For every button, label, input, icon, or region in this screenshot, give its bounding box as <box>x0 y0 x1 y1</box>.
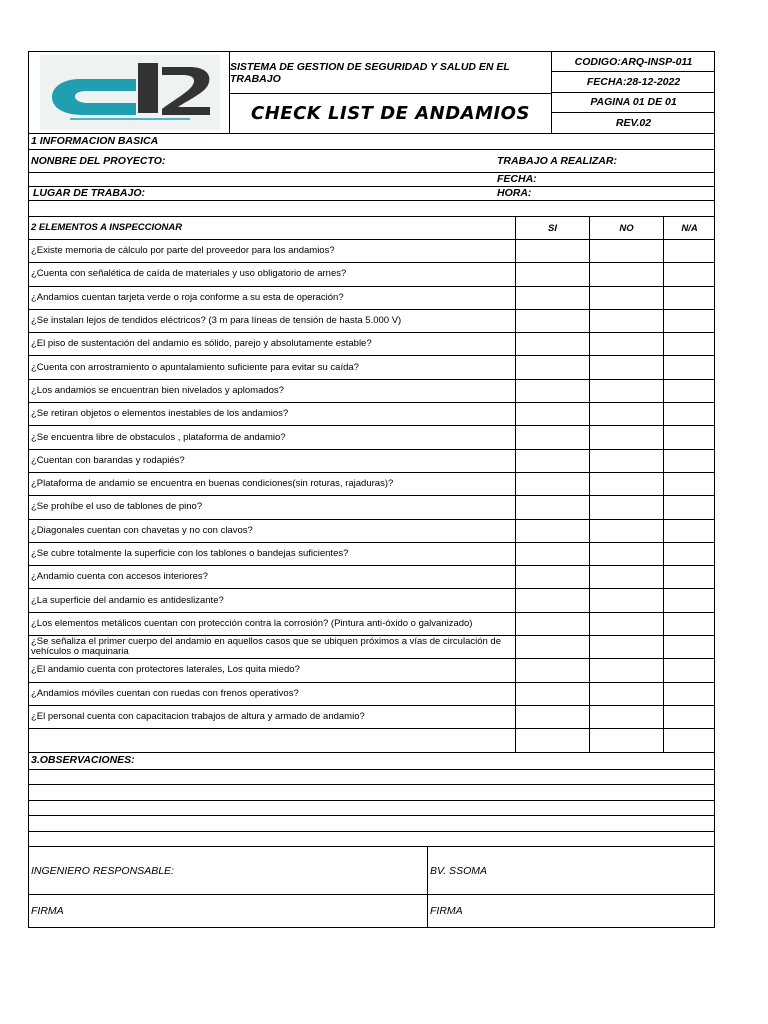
document-page: PAGINA 01 DE 01 <box>552 93 715 113</box>
checklist-row <box>28 310 715 333</box>
checklist-question: ¿Se instalan lejos de tendidos eléctricos? (3 m para líneas de tensión de hasta 5.000 V) <box>31 315 402 327</box>
check-na-cell[interactable] <box>663 636 715 658</box>
checklist-row <box>28 520 715 543</box>
check-na-cell[interactable] <box>663 450 715 472</box>
checklist-question: ¿Andamios móviles cuentan con ruedas con frenos operativos? <box>31 687 299 699</box>
check-no-cell[interactable] <box>589 263 663 285</box>
checklist-question: ¿Se encuentra libre de obstaculos , plataforma de andamio? <box>31 431 286 443</box>
check-no-cell[interactable] <box>589 356 663 378</box>
section1-title-row <box>28 134 715 150</box>
check-no-cell[interactable] <box>589 403 663 425</box>
check-si-cell[interactable] <box>515 356 589 378</box>
check-si-cell[interactable] <box>515 403 589 425</box>
checklist-row <box>28 659 715 682</box>
check-si-cell[interactable] <box>515 589 589 611</box>
observations-line[interactable] <box>28 801 715 817</box>
checklist-row <box>28 706 715 729</box>
form-header <box>28 51 715 134</box>
check-no-cell[interactable] <box>589 333 663 355</box>
checklist-row <box>28 287 715 310</box>
check-na-cell[interactable] <box>663 333 715 355</box>
checklist-question: ¿Se señaliza el primer cuerpo del andamio en aquellos casos que se ubiquen próximos a vías de circulación de vehículos o maquinaria <box>31 636 501 658</box>
checklist-row <box>28 240 715 263</box>
check-na-cell[interactable] <box>663 380 715 402</box>
checklist-row <box>28 496 715 519</box>
document-code: CODIGO:ARQ-INSP-011 <box>552 52 715 72</box>
check-si-cell[interactable] <box>515 706 589 728</box>
check-na-cell[interactable] <box>663 589 715 611</box>
engineer-label: INGENIERO RESPONSABLE: <box>31 864 174 877</box>
checklist-question: ¿Se retiran objetos o elementos inestables de los andamios? <box>31 408 289 420</box>
col-no-header: NO <box>589 217 663 239</box>
check-si-cell[interactable] <box>515 729 589 751</box>
checklist-question: ¿Se cubre totalmente la superficie con los tablones o bandejas suficientes? <box>31 548 349 559</box>
check-si-cell[interactable] <box>515 543 589 565</box>
check-si-cell[interactable] <box>515 333 589 355</box>
check-no-cell[interactable] <box>589 566 663 588</box>
work-label: TRABAJO A REALIZAR: <box>497 155 617 167</box>
check-na-cell[interactable] <box>663 706 715 728</box>
checklist-question: ¿El personal cuenta con capacitacion trabajos de altura y armado de andamio? <box>31 711 365 723</box>
checklist-question: ¿El andamio cuenta con protectores laterales, Los quita miedo? <box>31 664 300 676</box>
system-name: SISTEMA DE GESTION DE SEGURIDAD Y SALUD EN EL TRABAJO <box>230 52 551 94</box>
observations-line[interactable] <box>28 816 715 832</box>
checklist-row <box>28 636 715 659</box>
check-si-cell[interactable] <box>515 240 589 262</box>
check-si-cell[interactable] <box>515 683 589 705</box>
check-na-cell[interactable] <box>663 543 715 565</box>
check-na-cell[interactable] <box>663 613 715 635</box>
checklist-question <box>31 729 514 751</box>
checklist-row <box>28 450 715 473</box>
check-si-cell[interactable] <box>515 426 589 448</box>
check-no-cell[interactable] <box>589 380 663 402</box>
checklist-question: ¿La superficie del andamio es antideslizante? <box>31 594 224 606</box>
checklist-question: ¿Plataforma de andamio se encuentra en buenas condiciones(sin roturas, rajaduras)? <box>31 478 394 490</box>
blank-row <box>28 201 715 217</box>
check-na-cell[interactable] <box>663 729 715 751</box>
observations-line[interactable] <box>28 832 715 848</box>
logo-cell <box>29 52 230 133</box>
checklist-row <box>28 333 715 356</box>
place-label: LUGAR DE TRABAJO: <box>33 187 145 199</box>
signature-right-label: FIRMA <box>427 895 715 927</box>
check-no-cell[interactable] <box>589 543 663 565</box>
check-na-cell[interactable] <box>663 356 715 378</box>
checklist-question: ¿Cuenta con arrostramiento o apuntalamiento suficiente para evitar su caída? <box>31 361 359 373</box>
signature-row[interactable] <box>28 895 715 928</box>
check-no-cell[interactable] <box>589 450 663 472</box>
checklist-question: ¿Cuenta con señalética de caída de materiales y uso obligatorio de arnes? <box>31 268 347 280</box>
col-si-header: SI <box>515 217 589 239</box>
section2-header-row <box>28 217 715 240</box>
check-no-cell[interactable] <box>589 310 663 332</box>
responsible-row <box>28 847 715 895</box>
check-na-cell[interactable] <box>663 403 715 425</box>
checklist-row <box>28 729 715 752</box>
observations-line[interactable] <box>28 770 715 786</box>
check-si-cell[interactable] <box>515 380 589 402</box>
checklist-row <box>28 613 715 636</box>
check-si-cell[interactable] <box>515 287 589 309</box>
check-no-cell[interactable] <box>589 589 663 611</box>
checklist-question: ¿Los elementos metálicos cuentan con protección contra la corrosión? (Pintura anti-óxido o galvanizado) <box>31 617 473 629</box>
date-row[interactable] <box>28 173 715 187</box>
document-control <box>551 52 715 133</box>
check-na-cell[interactable] <box>663 473 715 495</box>
company-logo <box>40 55 220 130</box>
check-si-cell[interactable] <box>515 613 589 635</box>
check-no-cell[interactable] <box>589 473 663 495</box>
section1-title: 1 INFORMACION BASICA <box>31 135 159 147</box>
check-si-cell[interactable] <box>515 473 589 495</box>
check-na-cell[interactable] <box>663 496 715 518</box>
checklist-question: ¿Andamios cuentan tarjeta verde o roja conforme a su esta de operación? <box>31 291 344 303</box>
checklist-row <box>28 566 715 589</box>
check-na-cell[interactable] <box>663 566 715 588</box>
checklist-row <box>28 473 715 496</box>
check-no-cell[interactable] <box>589 613 663 635</box>
checklist-row <box>28 356 715 379</box>
checklist-question: ¿El piso de sustentación del andamio es sólido, parejo y absolutamente estable? <box>31 338 372 350</box>
project-row[interactable] <box>28 150 715 173</box>
checklist-question: ¿Cuentan con barandas y rodapiés? <box>31 454 185 466</box>
check-na-cell[interactable] <box>663 659 715 681</box>
check-na-cell[interactable] <box>663 683 715 705</box>
check-no-cell[interactable] <box>589 659 663 681</box>
checklist-question: ¿Existe memoria de cálculo por parte del proveedor para los andamios? <box>31 245 335 257</box>
check-si-cell[interactable] <box>515 496 589 518</box>
checklist-items <box>28 240 715 753</box>
check-no-cell[interactable] <box>589 706 663 728</box>
check-na-cell[interactable] <box>663 310 715 332</box>
date-label: FECHA: <box>497 173 537 185</box>
check-no-cell[interactable] <box>589 496 663 518</box>
check-si-cell[interactable] <box>515 520 589 542</box>
project-label: NONBRE DEL PROYECTO: <box>31 155 166 167</box>
check-si-cell[interactable] <box>515 636 589 658</box>
section2-title: 2 ELEMENTOS A INSPECCIONAR <box>31 222 183 233</box>
checklist-question: ¿Los andamios se encuentran bien nivelados y aplomados? <box>31 384 284 396</box>
checklist-question: ¿Se prohíbe el uso de tablones de pino? <box>31 501 203 513</box>
check-na-cell[interactable] <box>663 287 715 309</box>
checklist-row <box>28 426 715 449</box>
check-si-cell[interactable] <box>515 310 589 332</box>
check-no-cell[interactable] <box>589 636 663 658</box>
check-no-cell[interactable] <box>589 426 663 448</box>
observations-line[interactable] <box>28 785 715 801</box>
document-date: FECHA:28-12-2022 <box>552 72 715 92</box>
check-no-cell[interactable] <box>589 240 663 262</box>
check-si-cell[interactable] <box>515 450 589 472</box>
observations-title: 3.OBSERVACIONES: <box>31 753 135 766</box>
col-na-header: N/A <box>663 217 715 239</box>
ssoma-label: BV. SSOMA <box>427 847 715 894</box>
checklist-sheet <box>28 51 715 928</box>
check-no-cell[interactable] <box>589 287 663 309</box>
checklist-row <box>28 403 715 426</box>
check-si-cell[interactable] <box>515 566 589 588</box>
checklist-row <box>28 683 715 706</box>
checklist-row <box>28 543 715 566</box>
checklist-row <box>28 589 715 612</box>
check-no-cell[interactable] <box>589 683 663 705</box>
time-label: HORA: <box>497 187 532 199</box>
check-si-cell[interactable] <box>515 659 589 681</box>
check-si-cell[interactable] <box>515 263 589 285</box>
check-no-cell[interactable] <box>589 729 663 751</box>
check-no-cell[interactable] <box>589 520 663 542</box>
check-na-cell[interactable] <box>663 240 715 262</box>
checklist-question: ¿Diagonales cuentan con chavetas y no con clavos? <box>31 524 253 536</box>
checklist-row <box>28 380 715 403</box>
document-revision: REV.02 <box>615 116 652 129</box>
check-na-cell[interactable] <box>663 426 715 448</box>
check-na-cell[interactable] <box>663 520 715 542</box>
checklist-row <box>28 263 715 286</box>
checklist-question: ¿Andamio cuenta con accesos interiores? <box>31 571 208 583</box>
d2-logo-icon <box>40 55 220 130</box>
form-title: CHECK LIST DE ANDAMIOS <box>251 103 530 124</box>
place-row[interactable] <box>28 187 715 201</box>
check-na-cell[interactable] <box>663 263 715 285</box>
observations-title-row <box>28 753 715 770</box>
signature-left-label: FIRMA <box>31 905 64 918</box>
